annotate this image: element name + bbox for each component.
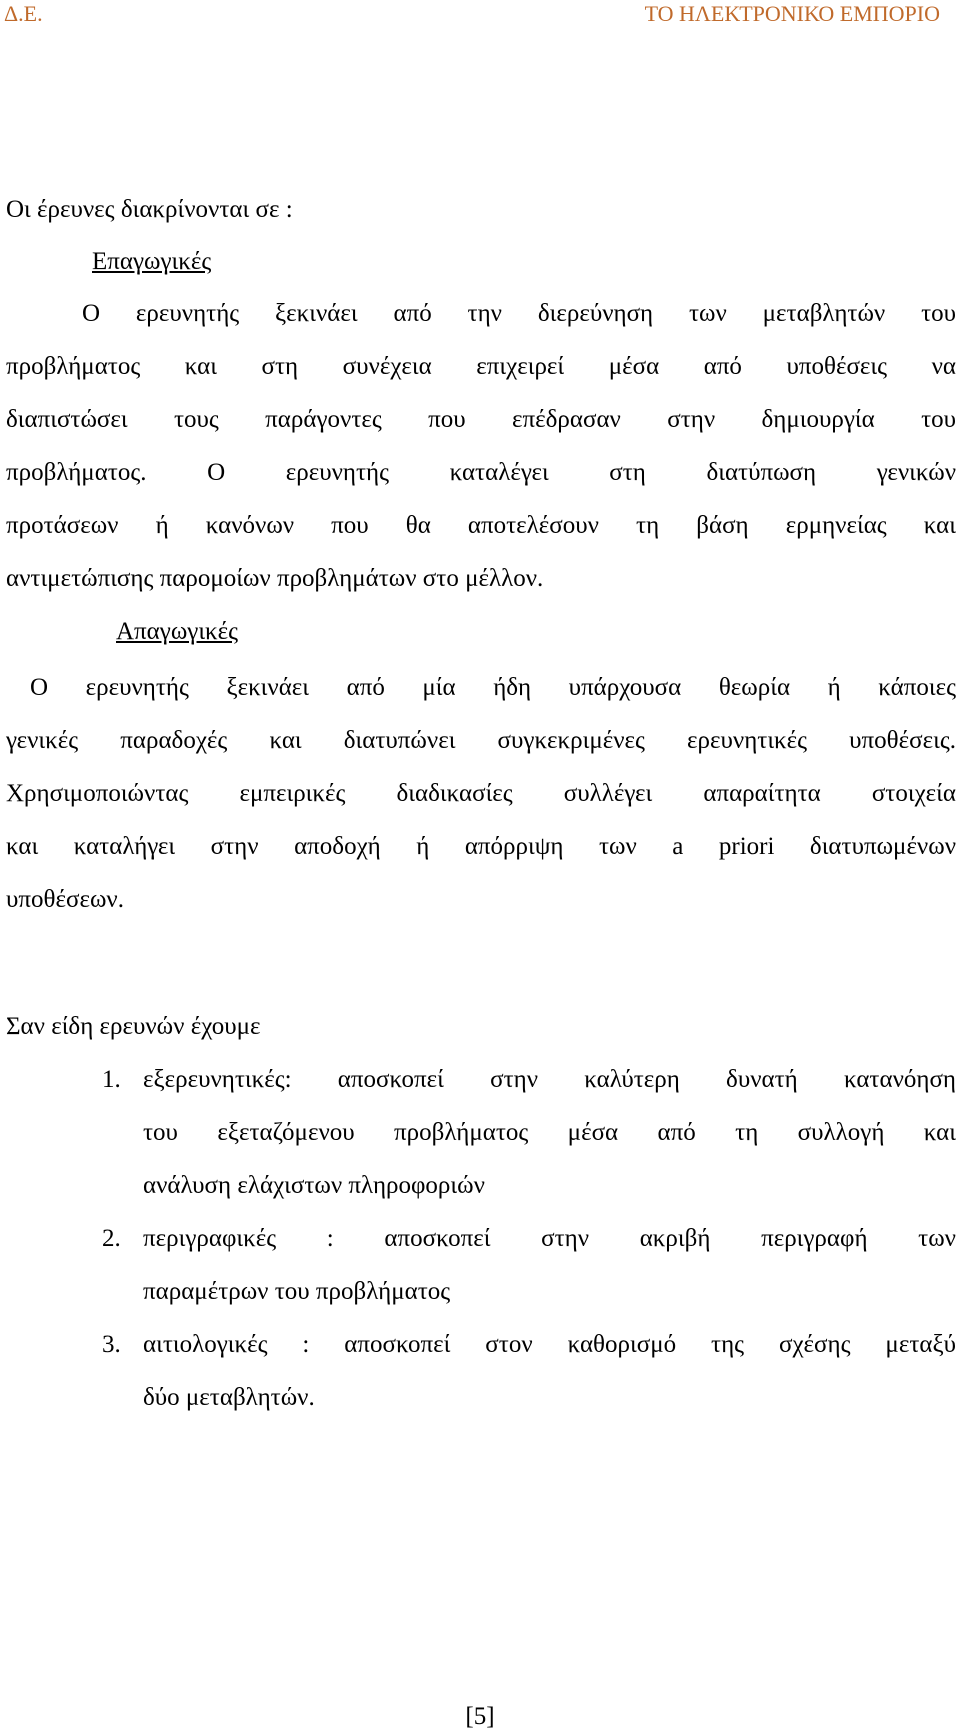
list-item-line: αιτιολογικές : αποσκοπεί στον καθορισμό της σχέσης μεταξύ [143, 1331, 956, 1358]
header-left-text: Δ.Ε. [4, 1, 43, 26]
header-title: ΤΟ ΗΛΕΚΤΡΟΝΙΚΟ ΕΜΠΟΡΙΟ [644, 1, 940, 26]
inductive-line: προβλήματος. Ο ερευνητής καταλέγει στη διατύπωση γενικών [6, 459, 956, 486]
list-number: 3. [102, 1331, 121, 1358]
list-number: 2. [102, 1225, 121, 1252]
list-item-line: εξερευνητικές: αποσκοπεί στην καλύτερη δυνατή κατανόηση [143, 1066, 956, 1093]
deductive-line: Χρησιμοποιώντας εμπειρικές διαδικασίες συλλέγει απαραίτητα στοιχεία [6, 780, 956, 807]
inductive-line: αντιμετώπισης παρομοίων προβλημάτων στο μέλλον. [6, 565, 544, 592]
inductive-heading: Επαγωγικές [92, 248, 212, 275]
list-number: 1. [102, 1066, 121, 1093]
deductive-line: και καταλήγει στην αποδοχή ή απόρριψη των a priori διατυπωμένων [6, 833, 956, 860]
deductive-line: γενικές παραδοχές και διατυπώνει συγκεκριμένες ερευνητικές υποθέσεις. [6, 727, 956, 754]
types-heading: Σαν είδη ερευνών έχουμε [6, 1013, 261, 1040]
page-number: [5] [465, 1703, 495, 1730]
intro-text: Οι έρευνες διακρίνονται σε : [6, 196, 293, 223]
inductive-line: διαπιστώσει τους παράγοντες που επέδρασαν στην δημιουργία του [6, 406, 956, 433]
page-header [0, 0, 960, 30]
inductive-line: προβλήματος και στη συνέχεια επιχειρεί μέσα από υποθέσεις να [6, 353, 956, 380]
list-item-line: του εξεταζόμενου προβλήματος μέσα από τη συλλογή και [143, 1119, 956, 1146]
deductive-line: υποθέσεων. [6, 886, 124, 913]
list-item-line: περιγραφικές : αποσκοπεί στην ακριβή περιγραφή των [143, 1225, 956, 1252]
list-item-line: ανάλυση ελάχιστων πληροφοριών [143, 1172, 485, 1199]
deductive-line: Ο ερευνητής ξεκινάει από μία ήδη υπάρχουσα θεωρία ή κάποιες [30, 674, 956, 701]
list-item-line: παραμέτρων του προβλήματος [143, 1278, 451, 1305]
inductive-line: Ο ερευνητής ξεκινάει από την διερεύνηση των μεταβλητών του [82, 300, 956, 327]
deductive-heading: Απαγωγικές [116, 618, 239, 645]
list-item-line: δύο μεταβλητών. [143, 1384, 315, 1411]
inductive-line: προτάσεων ή κανόνων που θα αποτελέσουν τη βάση ερμηνείας και [6, 512, 956, 539]
